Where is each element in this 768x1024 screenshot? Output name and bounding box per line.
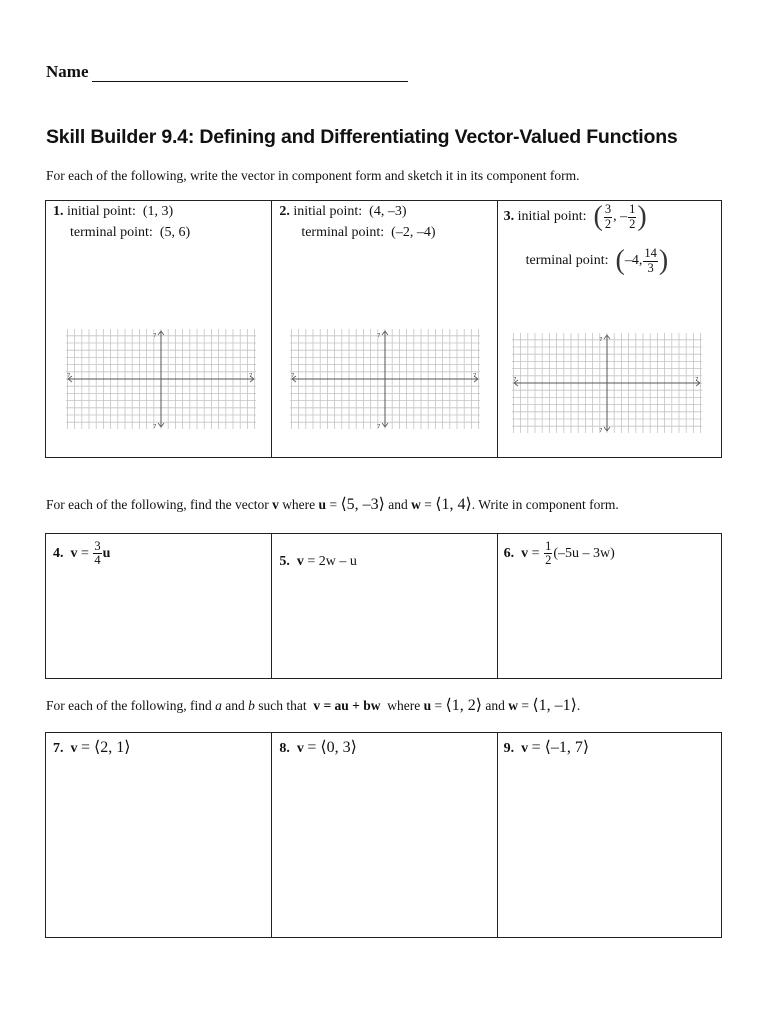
equals-sign: =: [531, 545, 540, 561]
name-field: [46, 62, 408, 82]
left-paren: (: [593, 201, 603, 232]
axis-tick-label: 7: [377, 333, 381, 339]
vector-v: v: [296, 554, 304, 569]
coordinate-grid[interactable]: [512, 333, 702, 433]
problem-1-cell[interactable]: [46, 201, 271, 457]
axis-tick-label: 7: [512, 377, 517, 383]
problem-number: 3.: [503, 209, 515, 225]
fraction: $\frac{1}{2}$: [629, 202, 636, 231]
grid-svg: [66, 329, 256, 429]
problem-number: 7.: [53, 741, 64, 756]
initial-point-value: (4, –3): [369, 204, 407, 219]
equals-sign: =: [81, 545, 89, 561]
vector-v: v: [521, 741, 529, 756]
problem-number: 9.: [503, 741, 515, 756]
problem-6-cell[interactable]: [497, 534, 721, 678]
initial-point-label: initial point:: [67, 204, 136, 219]
problem-number: 4.: [53, 545, 64, 561]
name-label: Name: [46, 62, 89, 81]
vector-v: v: [70, 545, 78, 561]
vector-v: v: [521, 545, 529, 561]
terminal-point-label: terminal point:: [301, 225, 385, 240]
initial-point-value: (1, 3): [142, 204, 174, 219]
axis-tick-label: 7: [153, 333, 157, 339]
vector-value: = ⟨2, 1⟩: [81, 739, 131, 756]
section3-table: [45, 732, 722, 938]
problem-number: 2.: [279, 204, 290, 219]
vector-u: u: [102, 545, 111, 561]
coordinate-grid[interactable]: [66, 329, 256, 429]
fraction: $\frac{1}{2}$: [545, 539, 552, 568]
fraction: $\frac{14}{3}$: [644, 246, 657, 275]
section2-table: [45, 533, 722, 679]
problem-7-cell[interactable]: [46, 733, 271, 937]
problem-number: 8.: [279, 741, 290, 756]
grid-svg: [290, 329, 480, 429]
section1-table: [45, 200, 722, 458]
initial-point-label: initial point:: [293, 204, 363, 219]
axis-tick-label: 7: [67, 373, 71, 379]
axis-tick-label: 7: [598, 428, 603, 433]
axis-tick-label: 7: [153, 424, 157, 429]
vector-value: = ⟨0, 3⟩: [307, 739, 357, 756]
problem-number: 5.: [279, 554, 290, 569]
grid-svg: [512, 333, 702, 433]
axis-tick-label: 7: [377, 424, 381, 429]
terminal-point-value: (5, 6): [159, 225, 191, 240]
separator: , –: [613, 209, 628, 225]
terminal-point-label: terminal point:: [70, 225, 153, 240]
right-paren: ): [658, 245, 669, 276]
problem-3-cell[interactable]: [497, 201, 721, 457]
name-blank-line[interactable]: [92, 65, 408, 82]
terminal-prefix: –4,: [624, 253, 643, 269]
problem-9-cell[interactable]: [497, 733, 721, 937]
expression: (–5u – 3w): [553, 545, 615, 561]
problem-5-cell[interactable]: [271, 534, 496, 678]
problem-number: 6.: [503, 545, 515, 561]
vector-v: v: [296, 741, 304, 756]
right-paren: ): [637, 201, 647, 232]
axis-tick-label: 7: [473, 373, 477, 379]
axis-tick-label: 7: [598, 337, 603, 343]
terminal-point-value: (–2, –4): [391, 225, 436, 240]
fraction: $\frac{3}{2}$: [604, 202, 612, 231]
axis-tick-label: 7: [291, 373, 295, 379]
expression: = 2w – u: [307, 554, 357, 569]
left-paren: (: [615, 245, 625, 276]
terminal-point-label: terminal point:: [525, 253, 609, 269]
vector-v: v: [70, 741, 78, 756]
problem-2-cell[interactable]: [271, 201, 496, 457]
problem-number: 1.: [53, 204, 64, 219]
page-title: Skill Builder 9.4: Defining and Differentiating Vector-Valued Functions: [46, 126, 678, 148]
section2-instruction: For each of the following, find the vector v where u = ⟨5, –3⟩ and w = ⟨1, 4⟩. Write in component form.: [46, 496, 619, 513]
problem-8-cell[interactable]: [271, 733, 496, 937]
axis-tick-label: 7: [249, 373, 253, 379]
initial-point-label: initial point:: [517, 209, 587, 225]
coordinate-grid[interactable]: [290, 329, 480, 429]
section1-instruction: For each of the following, write the vector in component form and sketch it in its component form.: [46, 168, 580, 183]
vector-value: = ⟨–1, 7⟩: [531, 739, 590, 756]
section3-instruction: For each of the following, find a and b such that v = au + bw where u = ⟨1, 2⟩ and w = ⟨1, –1⟩.: [46, 697, 581, 714]
axis-tick-label: 7: [694, 377, 699, 383]
fraction: $\frac{3}{4}$: [94, 539, 101, 568]
problem-4-cell[interactable]: [46, 534, 271, 678]
